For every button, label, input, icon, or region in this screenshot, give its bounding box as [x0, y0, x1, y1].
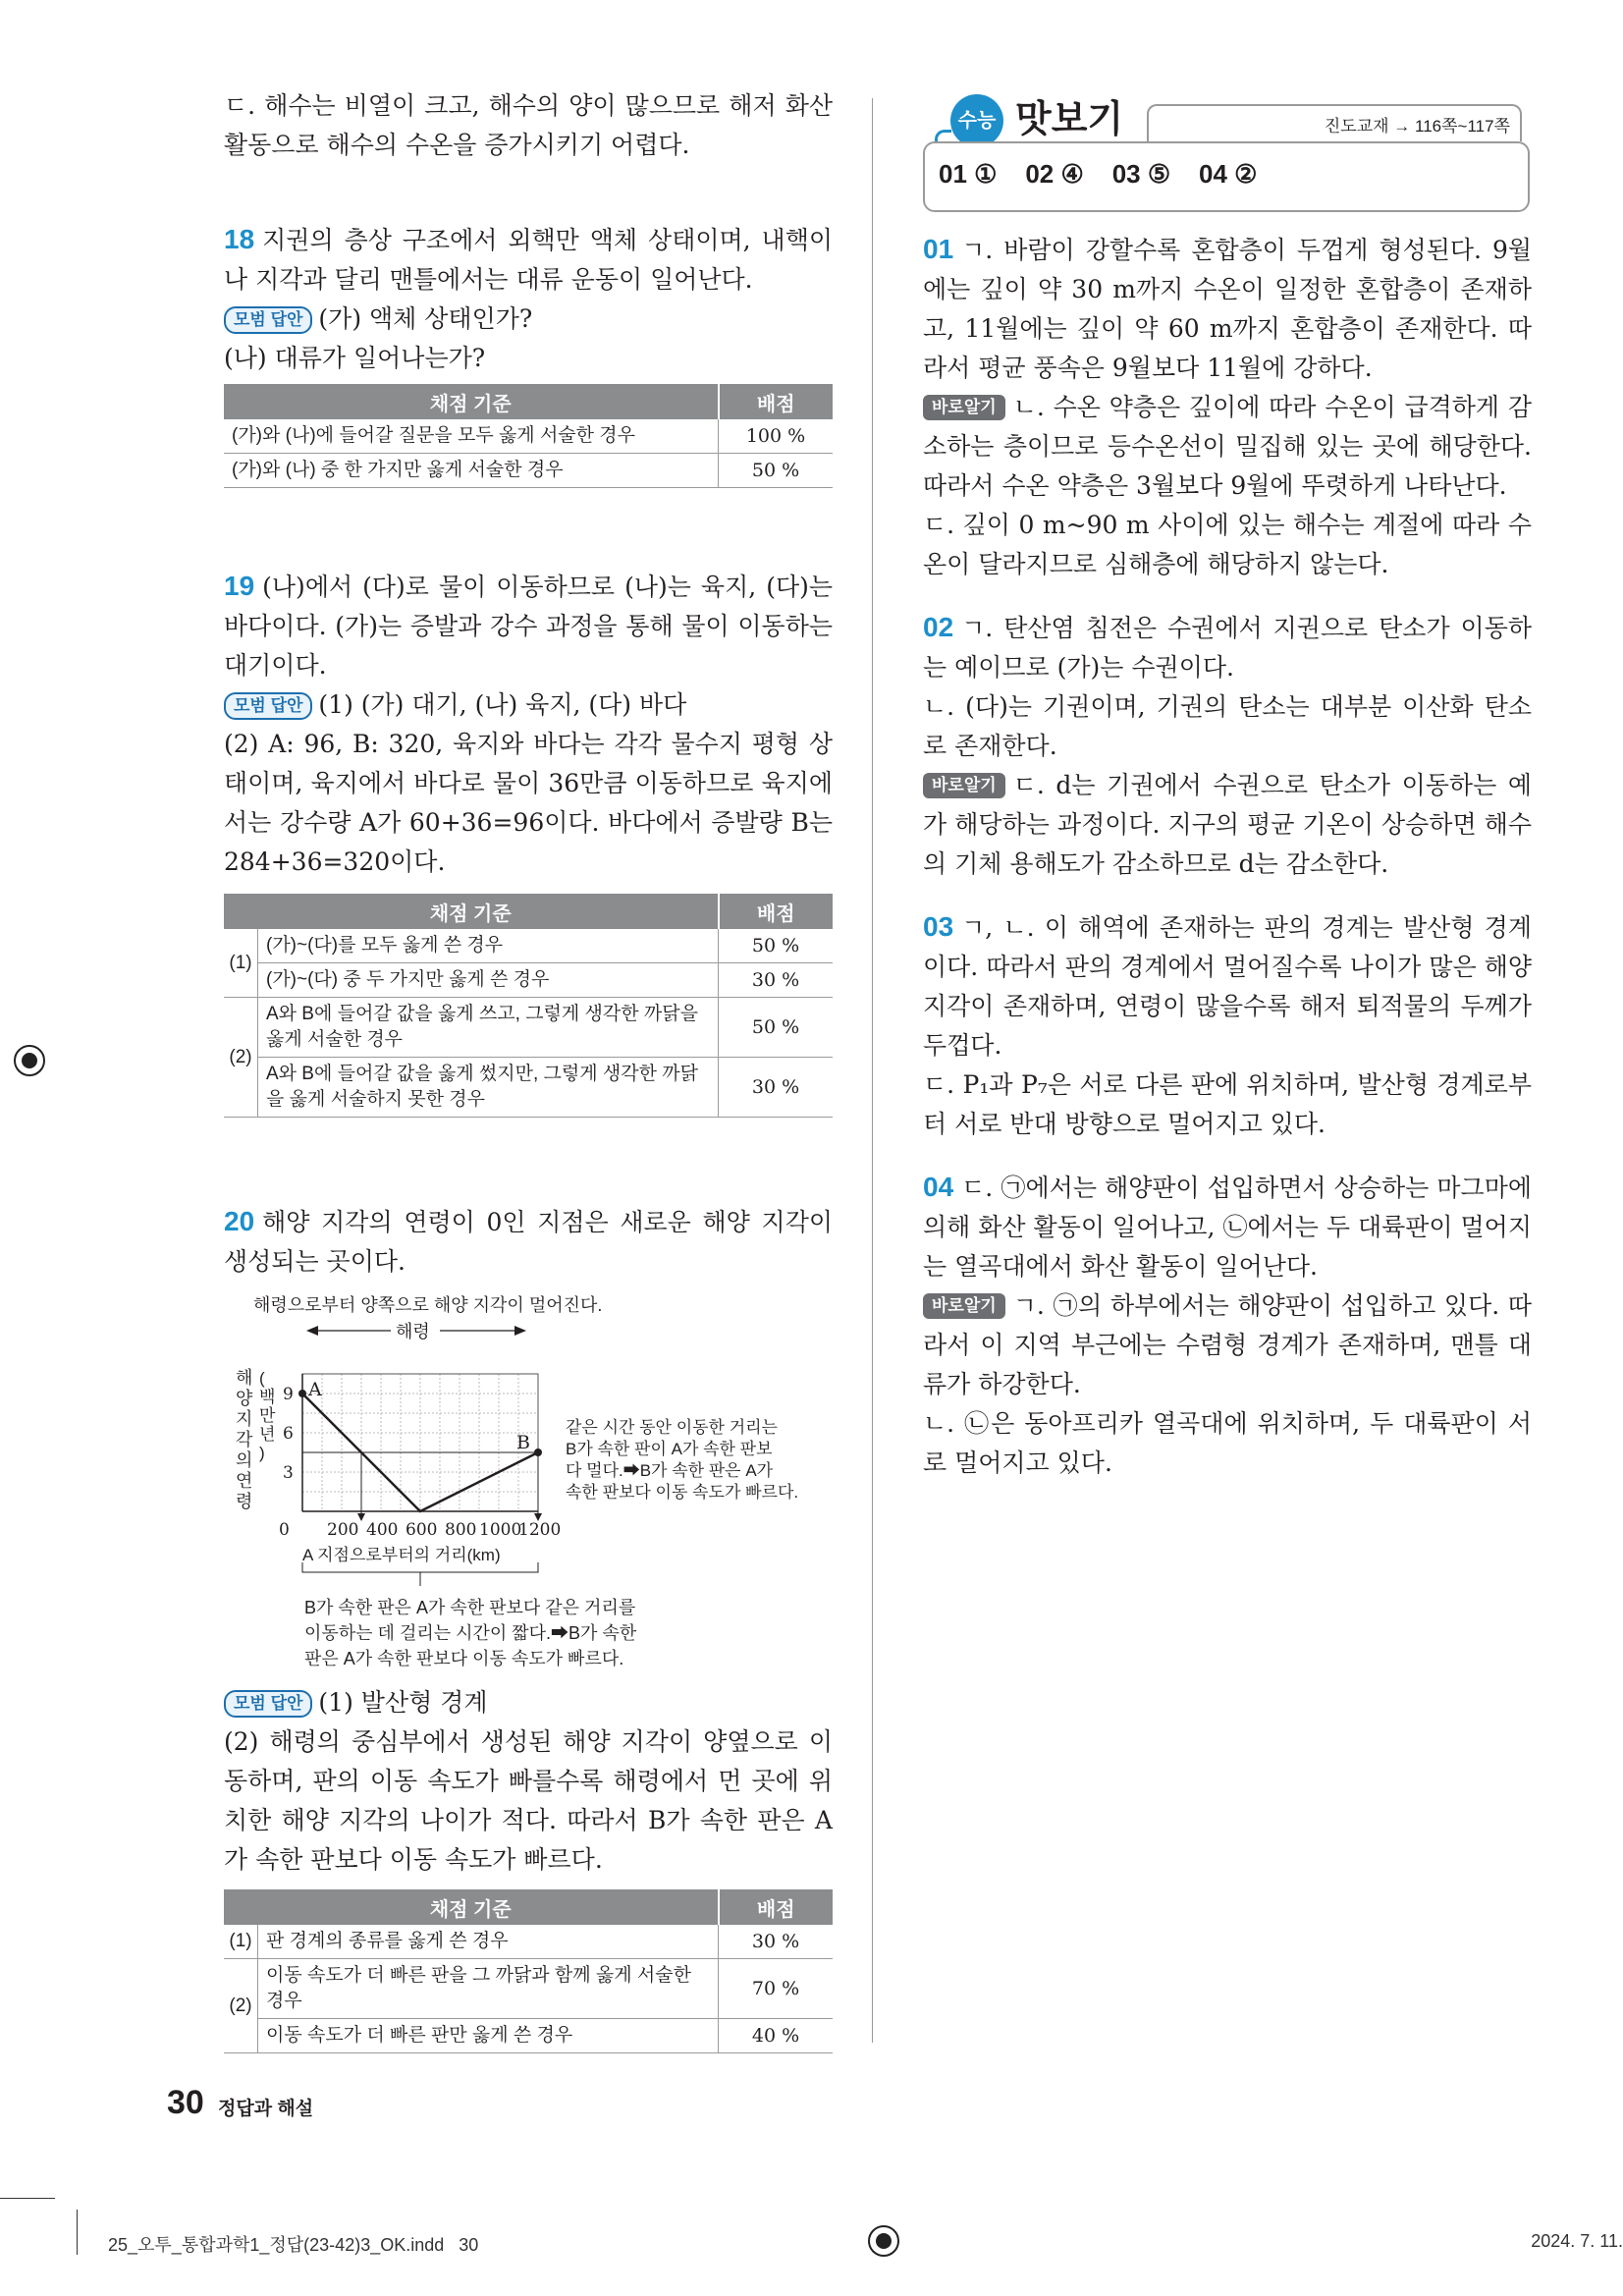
a04-wrong-2: ㄴ. ㉡은 동아프리카 열곡대에 위치하며, 두 대륙판이 서로 멀어지고 있다.: [923, 1409, 1532, 1477]
q20-th-points: 배점: [719, 1889, 834, 1925]
a02-badge: 바로알기: [923, 773, 1005, 798]
age-distance-figure: [224, 1287, 833, 1675]
right-note-line: 다 멀다.➡B가 속한 판은 A가: [566, 1461, 774, 1480]
a03-text-2: ㄷ. P₁과 P₇은 서로 다른 판에 위치하며, 발산형 경계로부터 서로 반대 방향으로 멀어지고 있다.: [923, 1070, 1532, 1138]
y-tick-label: 9: [283, 1385, 294, 1404]
table-row: (1) (가)~(다)를 모두 옳게 쓴 경우 50 %: [224, 929, 833, 963]
q20-answer-1: (1) 발산형 경계: [318, 1688, 488, 1717]
q18-answer-2: (나) 대류가 일어나는가?: [224, 344, 486, 372]
q20-badge: 모범 답안: [224, 1690, 312, 1718]
answer-01: [923, 230, 1532, 584]
a02-text-2: ㄴ. (다)는 기권이며, 기권의 탄소는 대부분 이산화 탄소로 존재한다.: [923, 692, 1532, 760]
q18-badge: 모범 답안: [224, 306, 312, 334]
bottom-note-line: B가 속한 판은 A가 속한 판보다 같은 거리를: [304, 1598, 636, 1617]
q18-th-criteria: 채점 기준: [224, 384, 719, 419]
answer-03: [923, 907, 1532, 1144]
left-column: [224, 86, 833, 2053]
x-tick-label: 1200: [518, 1520, 562, 1540]
x-tick-label: 400: [366, 1520, 399, 1540]
bottom-note-line: 판은 A가 속한 판보다 이동 속도가 빠르다.: [304, 1649, 624, 1668]
q19-answer-2: (2) A: 96, B: 320, 육지와 바다는 각각 물수지 평형 상태이며, 육지에서 바다로 물이 36만큼 이동하므로 육지에서는 강수량 A가 60+36=96이다. 바다에서 증발량 B는 284+36=320이다.: [224, 730, 833, 876]
a04-number: 04: [923, 1172, 954, 1202]
question-18: [224, 220, 833, 488]
a03-number: 03: [923, 911, 954, 942]
left-arrow-icon: [306, 1326, 318, 1336]
print-date: 2024. 7. 11.: [1531, 2231, 1623, 2251]
file-slug: 25_오투_통합과학1_정답(23-42)3_OK.indd 30: [108, 2235, 479, 2255]
right-note-line: 같은 시간 동안 이동한 거리는: [566, 1418, 778, 1437]
ridge-label: 해령: [396, 1322, 430, 1341]
label-b: B: [516, 1432, 530, 1453]
y-tick-label: 6: [283, 1424, 294, 1444]
q18-answer-1: (가) 액체 상태인가?: [318, 304, 533, 333]
q18-text: 지권의 층상 구조에서 외핵만 액체 상태이며, 내핵이나 지각과 달리 맨틀에서는 대류 운동이 일어난다.: [224, 226, 833, 294]
right-note-line: 속한 판보다 이동 속도가 빠르다.: [566, 1483, 799, 1502]
right-arrow-icon: [514, 1326, 526, 1336]
top-paragraph: ㄷ. 해수는 비열이 크고, 해수의 양이 많으므로 해저 화산 활동으로 해수의 수온을 증가시키기 어렵다.: [224, 91, 833, 159]
chart-grid: [302, 1374, 538, 1511]
registration-mark-bottom-icon: [868, 2225, 899, 2257]
q20-th-criteria: 채점 기준: [224, 1889, 719, 1925]
header-answers: 01 ① 02 ④ 03 ⑤ 04 ②: [939, 159, 1258, 189]
q19-th-points: 배점: [719, 894, 834, 929]
registration-mark-icon: [14, 1045, 45, 1076]
question-20: [224, 1202, 833, 2053]
q19-badge: 모범 답안: [224, 692, 312, 720]
table-row: (2) 이동 속도가 더 빠른 판을 그 까닭과 함께 옳게 서술한 경우 70 %: [224, 1959, 833, 2019]
x-tick-label: 0: [279, 1520, 290, 1540]
table-row: (가)와 (나)에 들어갈 질문을 모두 옳게 서술한 경우 100 %: [224, 419, 833, 454]
q19-text: (나)에서 (다)로 물이 이동하므로 (나)는 육지, (다)는 바다이다. (가)는 증발과 강수 과정을 통해 물이 이동하는 대기이다.: [224, 573, 833, 680]
y-tick-label: 3: [283, 1463, 294, 1483]
q18-score-table: [224, 384, 833, 488]
table-row: (가)~(다) 중 두 가지만 옳게 쓴 경우 30 %: [224, 963, 833, 998]
q18-th-points: 배점: [719, 384, 834, 419]
table-row: (가)와 (나) 중 한 가지만 옳게 서술한 경우 50 %: [224, 454, 833, 488]
header-title: 맛보기: [1015, 99, 1124, 140]
y-axis-unit: ( 백 만 년 ): [259, 1369, 276, 1462]
q19-number: 19: [224, 571, 255, 601]
a01-number: 01: [923, 234, 954, 264]
x-tick-label: 600: [406, 1520, 438, 1540]
answer-02: [923, 608, 1532, 884]
crop-mark-left: [0, 2198, 55, 2199]
a02-number: 02: [923, 612, 954, 642]
x-tick-label: 800: [445, 1520, 477, 1540]
q20-answer-2: (2) 해령의 중심부에서 생성된 해양 지각이 양옆으로 이동하며, 판의 이동 속도가 빠를수록 해령에서 먼 곳에 위치한 해양 지각의 나이가 적다. 따라서 B가 속한 판은 A가 속한 판보다 이동 속도가 빠르다.: [224, 1727, 833, 1874]
age-distance-chart: [224, 1287, 833, 1675]
page-number: 30: [167, 2084, 204, 2121]
a02-wrong-1: ㄷ. d는 기권에서 수권으로 탄소가 이동하는 예가 해당하는 과정이다. 지구의 평균 기온이 상승하면 해수의 기체 용해도가 감소하므로 d는 감소한다.: [923, 771, 1532, 878]
q20-score-table: [224, 1889, 833, 2053]
q19-answer-1: (1) (가) 대기, (나) 육지, (다) 바다: [318, 690, 687, 719]
a01-text: ㄱ. 바람이 강할수록 혼합층이 두껍게 형성된다. 9월에는 깊이 약 30 m까지 수온이 일정한 혼합층이 존재하고, 11월에는 깊이 약 60 m까지 혼합층이 존재한다. 따라서 평균 풍속은 9월보다 11월에 강하다.: [923, 236, 1532, 382]
a04-badge: 바로알기: [923, 1293, 1005, 1319]
x-axis-title: A 지점으로부터의 거리(km): [302, 1546, 501, 1564]
a02-text-1: ㄱ. 탄산염 침전은 수권에서 지권으로 탄소가 이동하는 예이므로 (가)는 수권이다.: [923, 614, 1532, 682]
header-logo: 수능: [950, 94, 1003, 147]
a04-text-1: ㄷ. ㉠에서는 해양판이 섭입하면서 상승하는 마그마에 의해 화산 활동이 일어나고, ㉡에서는 두 대륙판이 멀어지는 열곡대에서 화산 활동이 일어난다.: [923, 1174, 1532, 1281]
q20-number: 20: [224, 1206, 255, 1236]
column-divider: [872, 98, 873, 2043]
question-19: [224, 567, 833, 1118]
answer-header: [923, 90, 1530, 214]
a01-badge: 바로알기: [923, 395, 1005, 420]
right-note-line: B가 속한 판이 A가 속한 판보: [566, 1440, 773, 1458]
table-row: A와 B에 들어갈 값을 옳게 썼지만, 그렇게 생각한 까닭을 옳게 서술하지 못한 경우 30 %: [224, 1058, 833, 1118]
right-column: [923, 90, 1532, 1483]
a01-wrong-2: ㄷ. 깊이 0 m~90 m 사이에 있는 해수는 계절에 따라 수온이 달라지므로 심해층에 해당하지 않는다.: [923, 511, 1532, 578]
page-label: 정답과 해설: [218, 2099, 314, 2119]
top-note: 해령으로부터 양쪽으로 해양 지각이 멀어진다.: [253, 1295, 603, 1315]
answer-04: [923, 1168, 1532, 1483]
x-tick-label: 1000: [479, 1520, 522, 1540]
a04-wrong-1: ㄱ. ㉠의 하부에서는 해양판이 섭입하고 있다. 따라서 이 지역 부근에는 수렴형 경계가 존재하며, 맨틀 대류가 하강한다.: [923, 1291, 1532, 1398]
a01-wrong-1: ㄴ. 수온 약층은 깊이에 따라 수온이 급격하게 감소하는 층이므로 등수온선이 밀집해 있는 곳에 해당한다. 따라서 수온 약층은 3월보다 9월에 뚜렷하게 나타난다.: [923, 393, 1532, 500]
label-a: A: [308, 1379, 322, 1400]
x-tick-label: 200: [327, 1520, 359, 1540]
q19-th-criteria: 채점 기준: [224, 894, 719, 929]
header-ref: 진도교재 → 116쪽~117쪽: [1324, 117, 1510, 136]
table-row: (1) 판 경계의 종류를 옳게 쓴 경우 30 %: [224, 1925, 833, 1959]
bottom-note-line: 이동하는 데 걸리는 시간이 짧다.➡B가 속한: [304, 1623, 637, 1643]
table-row: (2) A와 B에 들어갈 값을 옳게 쓰고, 그렇게 생각한 까닭을 옳게 서술한 경우 50 %: [224, 998, 833, 1058]
header-answers-box: [923, 141, 1530, 212]
a03-text-1: ㄱ, ㄴ. 이 해역에 존재하는 판의 경계는 발산형 경계이다. 따라서 판의 경계에서 멀어질수록 나이가 많은 해양 지각이 존재하며, 연령이 많을수록 해저 퇴적물의 두께가 두껍다.: [923, 913, 1532, 1060]
table-row: 이동 속도가 더 빠른 판만 옳게 쓴 경우 40 %: [224, 2019, 833, 2053]
crop-mark-bottom: [77, 2210, 78, 2255]
y-axis-title: 해 양 지 각 의 연 령: [236, 1368, 253, 1511]
q19-score-table: [224, 894, 833, 1118]
data-point: [298, 1390, 306, 1397]
q18-number: 18: [224, 224, 255, 254]
q20-text: 해양 지각의 연령이 0인 지점은 새로운 해양 지각이 생성되는 곳이다.: [224, 1208, 833, 1276]
